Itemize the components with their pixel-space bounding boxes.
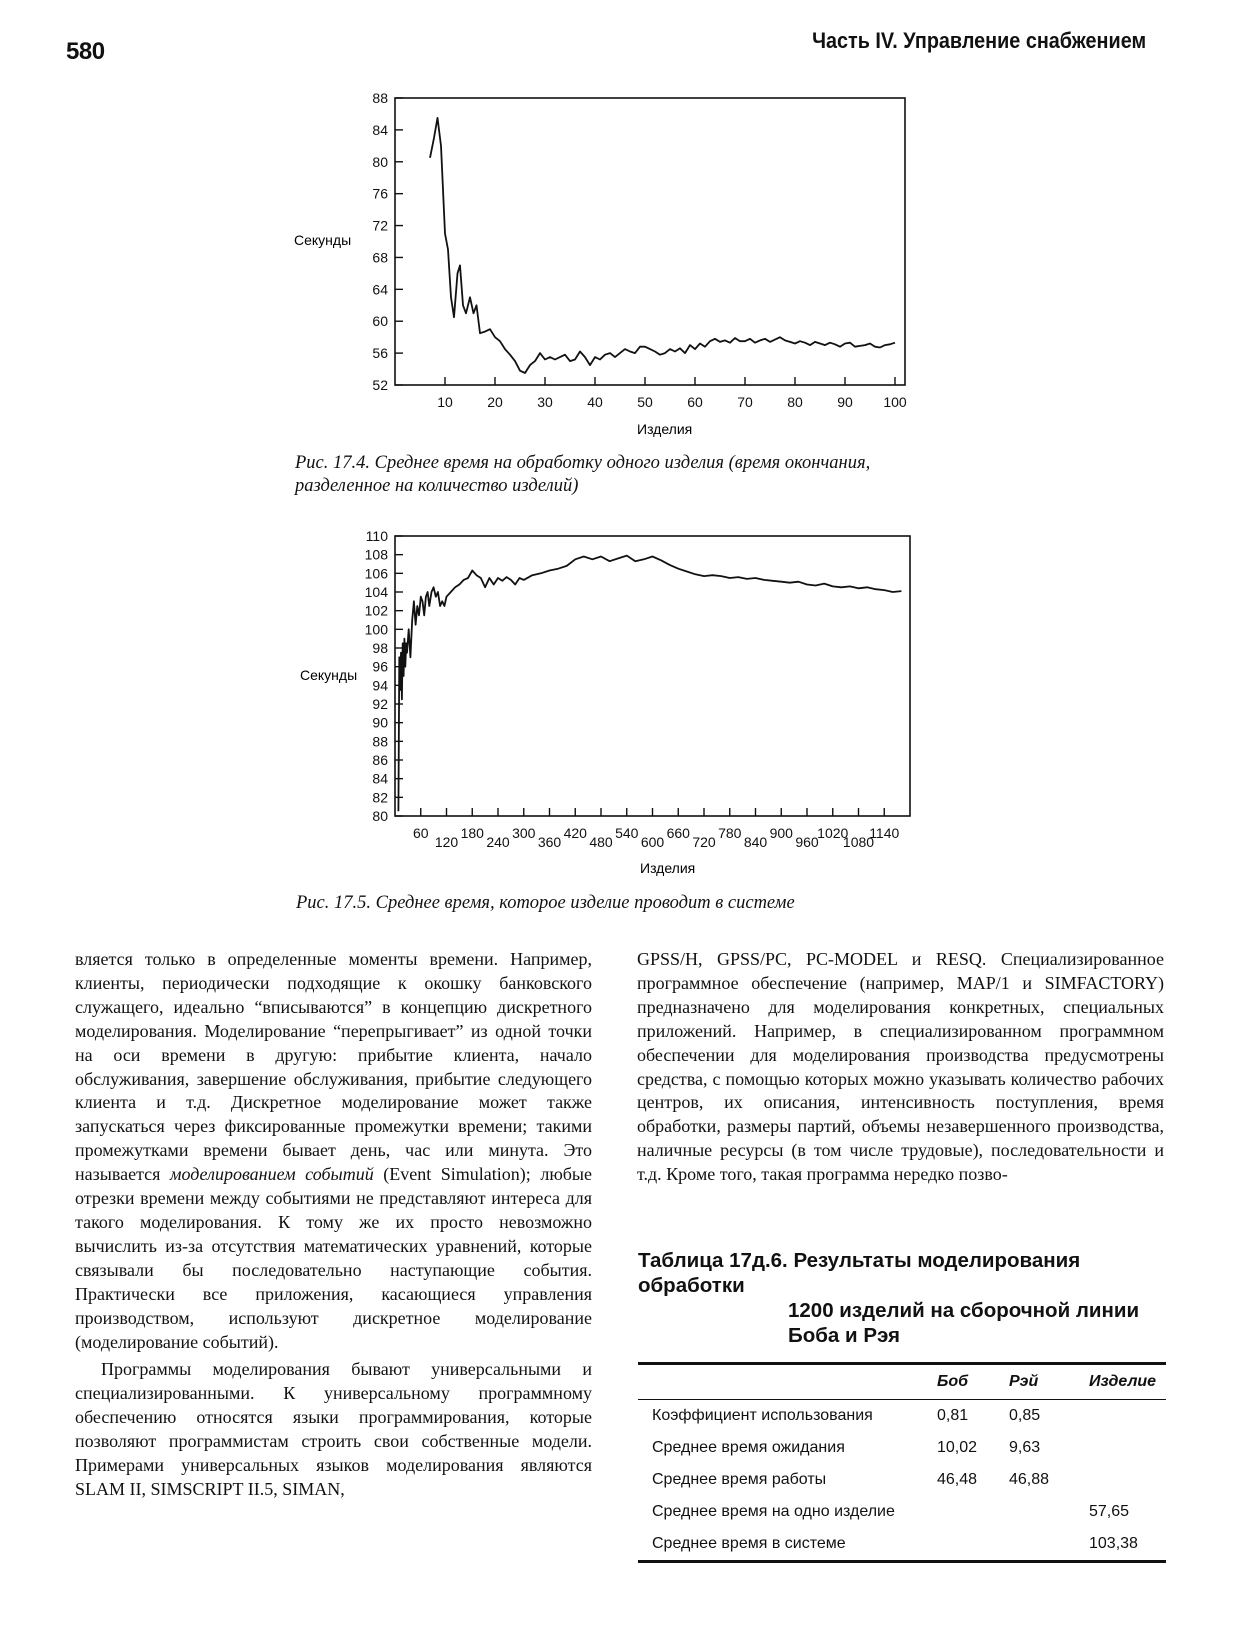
table-cell: 9,63 xyxy=(1009,1439,1041,1456)
y-tick-label: 98 xyxy=(372,640,388,656)
table-header-cell: Боб xyxy=(937,1373,969,1390)
table-cell: Среднее время в системе xyxy=(652,1535,846,1552)
y-tick-label: 100 xyxy=(364,621,388,638)
paragraph: Программы моделирования бывают универсальными и специализированными. К универсальному программному обеспечению относятся языки программирования, которые позволяют программистам строить свои собственные модели. Примерами универсальных языков моделирования являются SLAM II, SIMSCRIPT II.5, SIMAN, xyxy=(75,1359,592,1499)
table-cell xyxy=(1081,1432,1166,1464)
x-axis-label: Изделия xyxy=(637,421,693,437)
table-cell xyxy=(1081,1464,1166,1496)
table-cell: 103,38 xyxy=(1089,1535,1138,1552)
series-line xyxy=(398,556,901,812)
x-tick-label: 60 xyxy=(412,825,429,841)
x-tick-label: 20 xyxy=(487,394,503,410)
x-tick-label: 840 xyxy=(743,833,768,850)
y-tick-label: 88 xyxy=(372,90,388,106)
x-tick-label: 600 xyxy=(640,833,665,850)
table-row xyxy=(638,1464,1166,1496)
table-row xyxy=(638,1400,1166,1433)
x-tick-label: 540 xyxy=(615,825,639,841)
y-tick-label: 82 xyxy=(372,789,388,806)
table-cell xyxy=(937,1496,1009,1528)
table-header-cell: Рэй xyxy=(1009,1373,1039,1390)
x-tick-label: 120 xyxy=(434,833,459,850)
table-cell: Среднее время на одно изделие xyxy=(652,1503,895,1520)
table-cell: Среднее время ожидания xyxy=(652,1439,845,1456)
y-tick-label: 92 xyxy=(372,696,388,712)
x-tick-label: 60 xyxy=(687,394,703,410)
y-tick-label: 80 xyxy=(372,808,388,824)
table-header-cell xyxy=(638,1364,937,1400)
table-cell: 10,02 xyxy=(937,1439,978,1456)
x-axis-label: Изделия xyxy=(640,860,696,876)
table-cell: 0,81 xyxy=(937,1407,969,1424)
x-tick-label: 300 xyxy=(512,825,536,841)
x-tick-label: 100 xyxy=(883,394,907,410)
table-cell: 46,88 xyxy=(1009,1471,1050,1488)
y-tick-label: 104 xyxy=(364,584,388,600)
y-tick-label: 60 xyxy=(372,313,388,330)
page-number: 580 xyxy=(66,38,105,65)
x-tick-label: 1020 xyxy=(817,825,849,841)
x-tick-label: 900 xyxy=(769,825,793,841)
x-tick-label: 90 xyxy=(837,394,853,410)
x-tick-label: 360 xyxy=(537,833,562,850)
figure-17-4-chart xyxy=(0,80,1234,440)
y-tick-label: 80 xyxy=(372,153,388,170)
body-column-left xyxy=(75,948,592,1502)
table-cell xyxy=(937,1528,1009,1562)
y-tick-label: 102 xyxy=(364,602,388,619)
y-tick-label: 84 xyxy=(372,121,388,138)
figure-17-4-caption: Рис. 17.4. Среднее время на обработку одного изделия (время окончания, разделенное на количество изделий) xyxy=(295,453,871,496)
table-cell xyxy=(1009,1528,1081,1562)
paragraph-text: вляется только в определенные моменты времени. Например, клиенты, периодически подходящие к окошку банковского служащего, идеально “вписываются” в концепцию дискретного моделирования. Моделирование “перепрыгивает” из одной точки на оси времени в другую: прибытие клиента, начало обслуживания, завершение обслуживания, прибытие следующего клиента и т.д. Дискретное моделирование может также запускаться через фиксированные промежутки времени; такими промежутками времени бывает день, час или минута. Это называется xyxy=(75,949,592,1185)
y-tick-label: 90 xyxy=(372,714,388,731)
x-tick-label: 240 xyxy=(486,833,510,850)
table-cell: 57,65 xyxy=(1089,1503,1130,1520)
results-table xyxy=(638,1362,1166,1563)
y-tick-label: 94 xyxy=(372,677,388,694)
y-tick-label: 88 xyxy=(372,733,388,750)
x-tick-label: 50 xyxy=(637,394,653,410)
table-title-line: Боба и Рэя xyxy=(788,1324,900,1347)
y-tick-label: 56 xyxy=(372,345,388,362)
x-tick-label: 780 xyxy=(718,825,742,841)
table-header-row xyxy=(638,1364,1166,1400)
x-tick-label: 420 xyxy=(563,825,587,841)
x-tick-label: 1080 xyxy=(842,833,875,850)
y-tick-label: 76 xyxy=(372,185,388,202)
y-tick-label: 108 xyxy=(364,546,388,563)
y-tick-label: 72 xyxy=(372,217,388,234)
x-tick-label: 40 xyxy=(587,394,603,410)
x-tick-label: 180 xyxy=(460,825,484,841)
x-tick-label: 720 xyxy=(692,833,716,850)
x-tick-label: 960 xyxy=(795,833,819,850)
y-tick-label: 110 xyxy=(365,528,388,544)
x-tick-label: 70 xyxy=(737,394,753,410)
y-tick-label: 106 xyxy=(364,565,388,582)
table-cell: Коэффициент использования xyxy=(652,1407,873,1424)
paragraph: GPSS/H, GPSS/PC, PC-MODEL и RESQ. Специализированное программное обеспечение (например, MAP/1 и SIMFACTORY) предназначено для моделирования конкретных, специальных приложений. Например, в специализированном программном обеспечении для моделирования производства предусмотрены средства, с помощью которых можно указывать количество рабочих центров, их описания, интенсивность поступления, время обработки, размеры партий, объемы незавершенного производства, наличные ресурсы (в том числе трудовые), последовательности и т.д. Кроме того, такая программа нередко позво- xyxy=(637,949,1164,1185)
table-cell xyxy=(1009,1496,1081,1528)
plot-frame xyxy=(395,98,905,385)
y-tick-label: 68 xyxy=(372,249,388,266)
body-column-right xyxy=(637,948,1164,1187)
table-title-line: Таблица 17д.6. Результаты моделирования обработки xyxy=(638,1249,1081,1297)
y-tick-label: 52 xyxy=(372,377,388,393)
x-tick-label: 80 xyxy=(787,394,803,410)
y-tick-label: 86 xyxy=(372,752,388,768)
running-head: Часть IV. Управление снабжением xyxy=(812,28,1146,53)
results-table-block xyxy=(638,1248,1166,1563)
series-line xyxy=(430,118,895,373)
y-axis-label: Секунды xyxy=(294,232,352,248)
plot-frame xyxy=(395,536,910,816)
paragraph-text: (Event Simulation); любые отрезки времени между событиями не представляют интереса для такого моделирования. К тому же их просто невозможно вычислить из-за отсутствия математических уравнений, которые связывали бы последовательно наступающие события. Практически все приложения, касающиеся управления производством, используют дискретное моделирование (моделирование событий). xyxy=(75,1164,593,1352)
x-tick-label: 10 xyxy=(437,394,453,410)
figure-17-5-caption: Рис. 17.5. Среднее время, которое изделие проводит в системе xyxy=(296,893,795,913)
y-tick-label: 64 xyxy=(372,281,388,298)
table-title-line: 1200 изделий на сборочной линии xyxy=(788,1299,1140,1322)
table-row xyxy=(638,1496,1166,1528)
table-row xyxy=(638,1432,1166,1464)
y-tick-label: 84 xyxy=(372,770,388,787)
y-axis-label: Секунды xyxy=(300,667,358,683)
x-tick-label: 480 xyxy=(589,833,613,850)
paragraph xyxy=(75,948,592,1354)
table-row xyxy=(638,1528,1166,1562)
table-cell: Среднее время работы xyxy=(652,1471,827,1488)
term-emphasis: моделированием событий xyxy=(169,1164,374,1185)
x-tick-label: 30 xyxy=(537,394,553,410)
x-tick-label: 660 xyxy=(666,825,690,841)
table-cell xyxy=(1081,1400,1166,1433)
y-tick-label: 96 xyxy=(372,658,388,675)
table-title xyxy=(638,1248,1166,1348)
x-tick-label: 1140 xyxy=(869,825,900,841)
table-cell: 46,48 xyxy=(937,1471,978,1488)
table-cell: 0,85 xyxy=(1009,1407,1041,1424)
table-header-cell: Изделие xyxy=(1089,1373,1157,1390)
figure-17-5-chart xyxy=(0,518,1234,878)
